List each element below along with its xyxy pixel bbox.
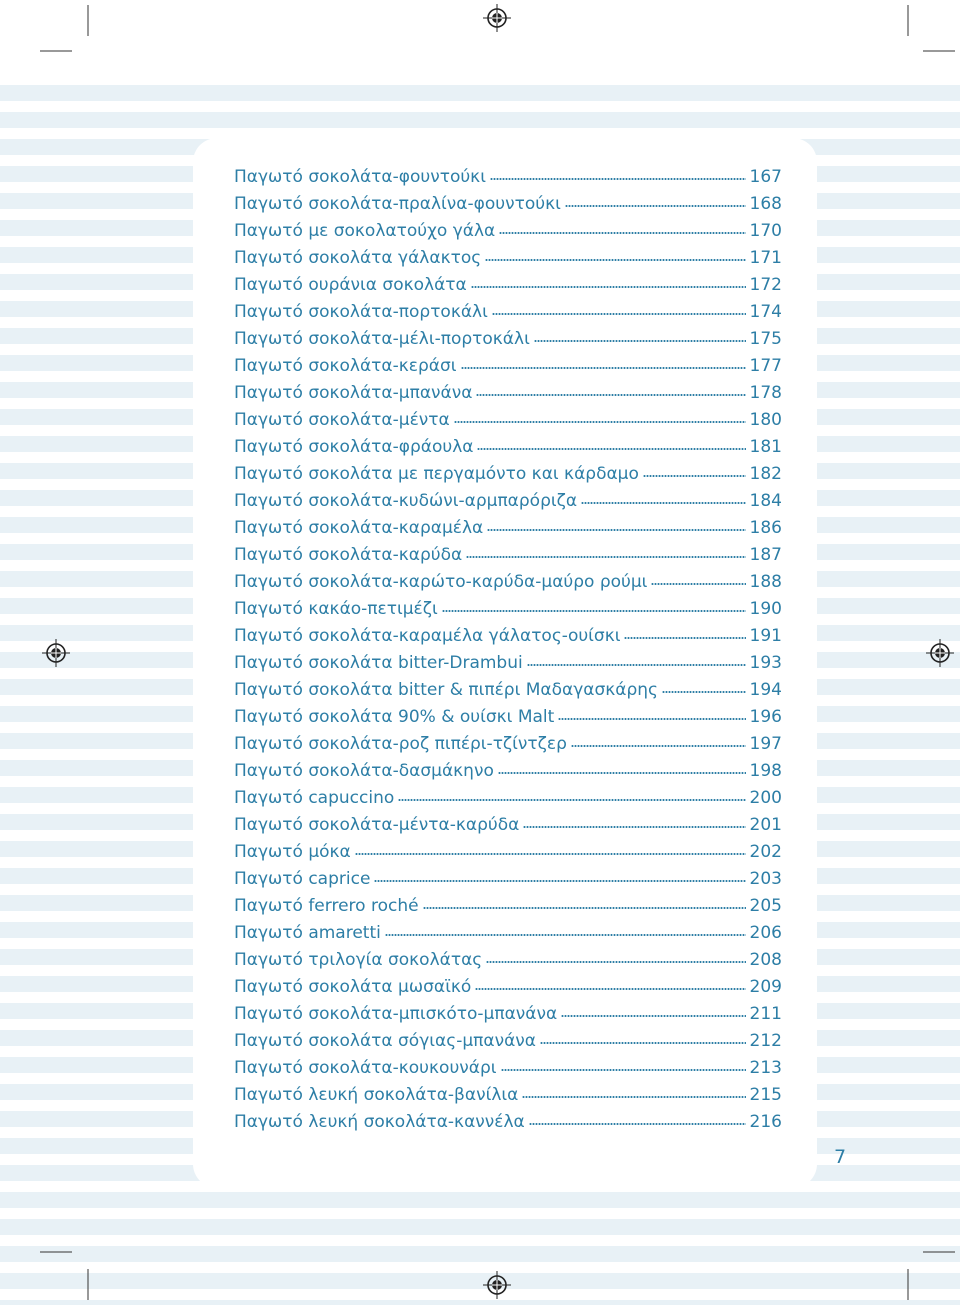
toc-entry-page: 193 bbox=[749, 653, 782, 673]
toc-entry-page: 188 bbox=[749, 572, 782, 592]
toc-entry-title: Παγωτό σοκολάτα-ροζ πιπέρι-τζίντζερ bbox=[234, 734, 567, 754]
toc-entry-title: Παγωτό σοκολάτα-πορτοκάλι bbox=[234, 302, 488, 322]
toc-entry-page: 198 bbox=[749, 761, 782, 781]
toc-entry-title: Παγωτό σοκολάτα-μπισκότο-μπανάνα bbox=[234, 1004, 558, 1024]
toc-entry-page: 194 bbox=[749, 680, 782, 700]
toc-entry-page: 203 bbox=[749, 869, 782, 889]
toc-entry-title: Παγωτό σοκολάτα σόγιας-μπανάνα bbox=[234, 1031, 536, 1051]
toc-entry-title: Παγωτό σοκολάτα-πραλίνα-φουντούκι bbox=[234, 194, 561, 214]
toc-entry-page: 180 bbox=[749, 410, 782, 430]
toc-entry-title: Παγωτό σοκολάτα-φράουλα bbox=[234, 437, 474, 457]
toc-entry-page: 170 bbox=[749, 221, 782, 241]
toc-entry-title: Παγωτό σοκολάτα-μπανάνα bbox=[234, 383, 473, 403]
toc-entry-page: 172 bbox=[749, 275, 782, 295]
toc-entry-page: 178 bbox=[749, 383, 782, 403]
toc-entry-title: Παγωτό σοκολάτα bitter-Drambui bbox=[234, 653, 523, 673]
toc-entry-title: Παγωτό ferrero roché bbox=[234, 896, 419, 916]
page-number: 7 bbox=[833, 1146, 847, 1168]
toc-entry-title: Παγωτό τριλογία σοκολάτας bbox=[234, 950, 483, 970]
toc-entry-page: 191 bbox=[749, 626, 782, 646]
toc-entry-page: 187 bbox=[749, 545, 782, 565]
registration-mark-icon bbox=[926, 639, 954, 667]
toc-entry-page: 175 bbox=[749, 329, 782, 349]
registration-mark-icon bbox=[42, 639, 70, 667]
toc-entry-page: 168 bbox=[749, 194, 782, 214]
toc-entry-page: 186 bbox=[749, 518, 782, 538]
toc-entry-title: Παγωτό σοκολάτα μωσαϊκό bbox=[234, 977, 472, 997]
toc-entry-title: Παγωτό σοκολάτα 90% & ουίσκι Malt bbox=[234, 707, 555, 727]
toc-entry-title: Παγωτό σοκολάτα-καρύδα bbox=[234, 545, 463, 565]
toc-entry-page: 209 bbox=[749, 977, 782, 997]
toc-entry-page: 171 bbox=[749, 248, 782, 268]
toc-entry-page: 205 bbox=[749, 896, 782, 916]
registration-mark-icon bbox=[483, 1271, 511, 1299]
toc-entry-page: 182 bbox=[749, 464, 782, 484]
toc-entry-title: Παγωτό caprice bbox=[234, 869, 371, 889]
toc-entry-page: 181 bbox=[749, 437, 782, 457]
toc-entry-title: Παγωτό σοκολάτα-καραμέλα bbox=[234, 518, 484, 538]
toc-entry-title: Παγωτό σοκολάτα-δασμάκηνο bbox=[234, 761, 494, 781]
toc-entry-page: 177 bbox=[749, 356, 782, 376]
toc-entry-title: Παγωτό σοκολάτα-κυδώνι-αρμπαρόριζα bbox=[234, 491, 578, 511]
toc-entry-page: 211 bbox=[749, 1004, 782, 1024]
toc-entry-page: 196 bbox=[749, 707, 782, 727]
toc-entry-page: 167 bbox=[749, 167, 782, 187]
toc-entry-page: 200 bbox=[749, 788, 782, 808]
toc-entry-page: 208 bbox=[749, 950, 782, 970]
toc-entry-page: 184 bbox=[749, 491, 782, 511]
toc-entry-page: 216 bbox=[749, 1112, 782, 1132]
toc-entry-title: Παγωτό κακάο-πετιμέζι bbox=[234, 599, 438, 619]
toc-entry-title: Παγωτό σοκολάτα-κεράσι bbox=[234, 356, 457, 376]
toc-entry-title: Παγωτό σοκολάτα bitter & πιπέρι Μαδαγασκάρης bbox=[234, 680, 659, 700]
toc-entry-title: Παγωτό capuccino bbox=[234, 788, 395, 808]
toc-entry-page: 213 bbox=[749, 1058, 782, 1078]
toc-entry-page: 190 bbox=[749, 599, 782, 619]
toc-entry-title: Παγωτό σοκολάτα γάλακτος bbox=[234, 248, 482, 268]
toc-entry-page: 202 bbox=[749, 842, 782, 862]
toc-entry-page: 174 bbox=[749, 302, 782, 322]
toc-entry-page: 201 bbox=[749, 815, 782, 835]
toc-entry-page: 206 bbox=[749, 923, 782, 943]
toc-entry-title: Παγωτό σοκολάτα-καραμέλα γάλατος-ουίσκι bbox=[234, 626, 621, 646]
toc-entry-title: Παγωτό λευκή σοκολάτα-βανίλια bbox=[234, 1085, 519, 1105]
toc-entry-title: Παγωτό μόκα bbox=[234, 842, 351, 862]
toc-entry-title: Παγωτό σοκολάτα-μέντα bbox=[234, 410, 450, 430]
registration-mark-icon bbox=[483, 4, 511, 32]
toc-entry-title: Παγωτό σοκολάτα-καρώτο-καρύδα-μαύρο ρούμι bbox=[234, 572, 648, 592]
toc-entry-page: 215 bbox=[749, 1085, 782, 1105]
toc-entry-title: Παγωτό σοκολάτα-μέντα-καρύδα bbox=[234, 815, 520, 835]
toc-entry-title: Παγωτό σοκολάτα-μέλι-πορτοκάλι bbox=[234, 329, 530, 349]
toc-entry-title: Παγωτό σοκολάτα με περγαμόντο και κάρδαμο bbox=[234, 464, 639, 484]
toc-entry-title: Παγωτό amaretti bbox=[234, 923, 381, 943]
toc-entry-title: Παγωτό με σοκολατούχο γάλα bbox=[234, 221, 496, 241]
toc-entry-page: 212 bbox=[749, 1031, 782, 1051]
toc-entry-title: Παγωτό ουράνια σοκολάτα bbox=[234, 275, 467, 295]
toc-entry-title: Παγωτό σοκολάτα-κουκουνάρι bbox=[234, 1058, 497, 1078]
toc-entry-title: Παγωτό σοκολάτα-φουντούκι bbox=[234, 167, 486, 187]
toc-entry-title: Παγωτό λευκή σοκολάτα-καννέλα bbox=[234, 1112, 525, 1132]
toc-entry-page: 197 bbox=[749, 734, 782, 754]
